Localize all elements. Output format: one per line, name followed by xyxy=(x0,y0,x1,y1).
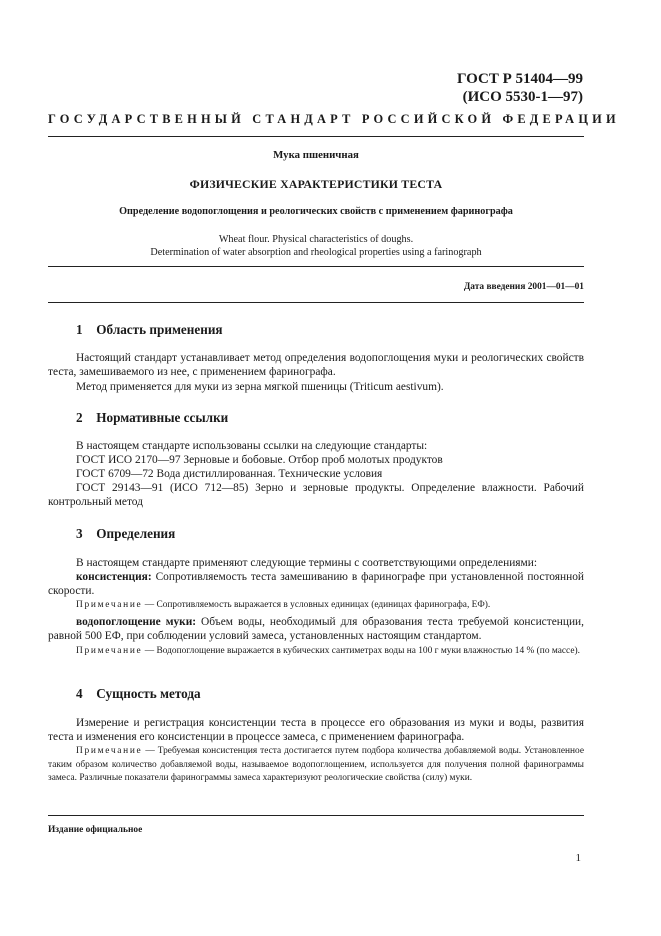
title-rule xyxy=(48,266,584,267)
section-title: Нормативные ссылки xyxy=(96,410,229,425)
definition-water-absorption-text: Объем воды, необходимый для образования теста требуемой консистенции, равной 500 ЕФ, при соблюдении условий замеса, установленных настоящим стандартом. xyxy=(48,616,584,643)
iso-code: (ИСО 5530-1—97) xyxy=(462,89,583,105)
note-label: Примечание xyxy=(76,746,143,756)
note-text: — Водопоглощение выражается в кубических сантиметрах воды на 100 г муки влажностью 14 % (по массе). xyxy=(142,646,580,656)
section-3-heading xyxy=(76,526,175,542)
standard-header: ГОСУДАРСТВЕННЫЙ СТАНДАРТ РОССИЙСКОЙ ФЕДЕРАЦИИ xyxy=(48,112,620,126)
english-title-line1: Wheat flour. Physical characteristics of doughs. xyxy=(218,234,414,245)
term-consistency: консистенция: xyxy=(76,571,152,583)
section-number: 2 xyxy=(76,410,83,425)
definition-water-absorption xyxy=(48,615,584,644)
term-water-absorption: водопоглощение муки: xyxy=(76,616,197,628)
section-1-paragraph-1: Настоящий стандарт устанавливает метод определения водопоглощения муки и реологических свойств теста, замешиваемого из нее, с применением фаринографа. xyxy=(48,352,584,379)
note-label: Примечание xyxy=(76,646,143,656)
section-2-heading xyxy=(76,410,228,426)
section-3-intro: В настоящем стандарте применяют следующие термины с соответствующими определениями: xyxy=(76,557,538,569)
section-4-heading xyxy=(76,686,201,702)
note-water-absorption xyxy=(48,645,584,659)
section-2-intro: В настоящем стандарте использованы ссылки на следующие стандарты: xyxy=(76,440,428,452)
note-text: — Сопротивляемость выражается в условных единицах (единицах фаринографа, ЕФ). xyxy=(142,600,491,610)
document-title: ФИЗИЧЕСКИЕ ХАРАКТЕРИСТИКИ ТЕСТА xyxy=(189,177,443,191)
section-number: 1 xyxy=(76,322,83,337)
product-title: Мука пшеничная xyxy=(273,149,359,161)
section-4-paragraph: Измерение и регистрация консистенции теста в процессе его образования из муки и воды, развития теста и изменения его консистенции в процессе замеса, с применением фаринографа. xyxy=(48,717,584,744)
standard-code: ГОСТ Р 51404—99 xyxy=(456,71,583,87)
definition-consistency xyxy=(48,570,584,599)
header-rule xyxy=(48,136,584,137)
section-number: 4 xyxy=(76,686,83,701)
section-title: Сущность метода xyxy=(96,686,201,701)
reference-2: ГОСТ 6709—72 Вода дистиллированная. Технические условия xyxy=(76,468,383,480)
definition-consistency-text: Сопротивляемость теста замешиванию в фаринографе при установленной постоянной скорости. xyxy=(48,571,584,598)
effective-date: Дата введения 2001—01—01 xyxy=(463,282,584,292)
reference-1: ГОСТ ИСО 2170—97 Зерновые и бобовые. Отбор проб молотых продуктов xyxy=(76,454,443,466)
page-number: 1 xyxy=(575,852,581,864)
date-rule xyxy=(48,302,584,303)
english-title-line2: Determination of water absorption and rheological properties using a farinograph xyxy=(150,247,482,258)
note-text: — Требуемая консистенция теста достигается путем подбора количества добавляемой воды. Установленное таким образом количество добавляемой воды, называемое водопоглощением, используется для получения полной фаринограммы замеса. Различные показатели фаринограммы замеса характеризуют реологические свойства (силу) муки. xyxy=(48,746,584,784)
reference-3: ГОСТ 29143—91 (ИСО 712—85) Зерно и зерновые продукты. Определение влажности. Рабочий контрольный метод xyxy=(48,482,584,509)
footer-rule xyxy=(48,815,584,816)
section-1-paragraph-2: Метод применяется для муки из зерна мягкой пшеницы (Triticum aestivum). xyxy=(76,381,444,393)
note-method xyxy=(48,745,584,786)
section-title: Область применения xyxy=(96,322,223,337)
section-number: 3 xyxy=(76,526,83,541)
note-label: Примечание xyxy=(76,600,143,610)
document-subtitle: Определение водопоглощения и реологических свойств с применением фаринографа xyxy=(119,206,513,217)
section-1-heading xyxy=(76,322,223,338)
note-consistency xyxy=(48,599,584,613)
edition-label: Издание официальное xyxy=(48,825,143,835)
section-title: Определения xyxy=(96,526,176,541)
